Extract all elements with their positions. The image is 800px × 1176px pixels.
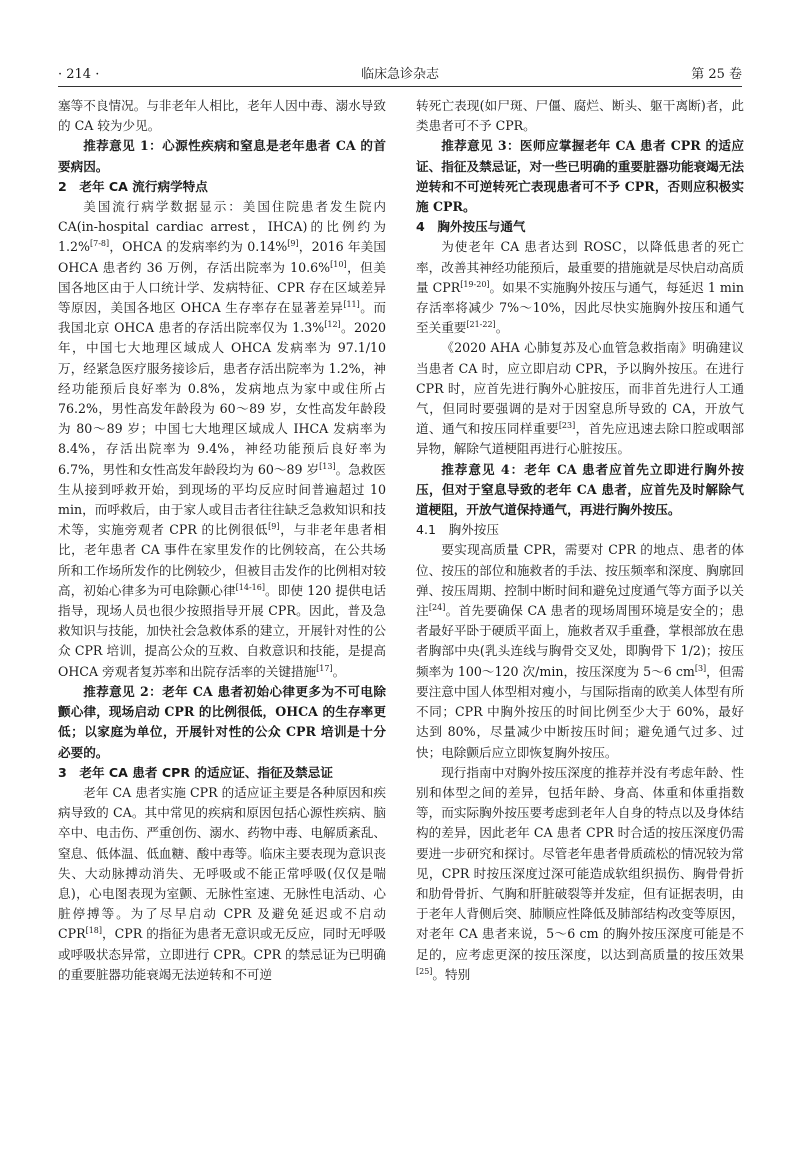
volume-label: 第 25 卷	[691, 67, 742, 82]
page-number: · 214 ·	[58, 67, 100, 82]
subsection-heading-4-1: 4.1 胸外按压	[416, 522, 499, 538]
left-column	[58, 96, 386, 985]
recommendation-3: 推荐意见 3：医师应掌握老年 CA 患者 CPR 的适应证、指征及禁忌证，对一些已明确的重要脏器功能衰竭无法逆转和不可逆转死亡表现患者可不予 CPR，否则应积极实施 CPR。	[416, 138, 744, 215]
paragraph-continuation: 塞等不良情况。与非老年人相比，老年人因中毒、溺水导致的 CA 较为少见。	[58, 98, 386, 134]
recommendation-1: 推荐意见 1：心源性疾病和窒息是老年患者 CA 的首要病因。	[58, 138, 386, 174]
running-header	[58, 64, 742, 87]
section-heading-3: 3 老年 CA 患者 CPR 的适应证、指征及禁忌证	[58, 764, 333, 780]
paragraph-depth: 现行指南中对胸外按压深度的推荐并没有考虑年龄、性别和体型之间的差异，包括年龄、身高、体重和体重指数等，而实际胸外按压要考虑到老年人自身的特点以及身体结构的差异，因此老年 CA 患者 CPR 时合适的按压深度仍需要进一步研究和探讨。尽管老年患者骨质疏松的情况较为常见，CPR 时按压深度过深可能造成软组织损伤、胸骨骨折和肋骨骨折、气胸和肝脏破裂等并发症，但有证据表明，由于老年人背侧后突、肺顺应性降低及肺部结构改变等原因，对老年 CA 患者来说，5～6 cm 的胸外按压深度可能是不足的，应考虑更深的按压深度，以达到高质量的按压效果[25]。特别	[416, 764, 744, 982]
paragraph-epidemiology: 美国流行病学数据显示：美国住院患者发生院内 CA(in-hospital cardiac arrest，IHCA)的比例约为 1.2%[7-8]，OHCA 的发病率约为 0.14%[9]，2016 年美国 OHCA 患者约 36 万例，存活出院率为 10.6%[10]，但美国各地区由于人口统计学、发病特征、CPR 存在区域差异等原因，美国各地区 OHCA 生存率存在显著差异[11]。而我国北京 OHCA 患者的存活出院率仅为 1.3%[12]。2020 年，中国七大地理区域成人 OHCA 发病率为 97.1/10 万，经紧急医疗服务接诊后，患者存活出院率为 1.2%，神经功能预后良好率为 0.8%，发病地点为家中或住所占 76.2%，男性高发年龄段为 60～89 岁，女性高发年龄段为 80～89 岁；中国七大地理区域成人 IHCA 发病率为 8.4%，存活出院率为 9.4%，神经功能预后良好率为 6.7%，男性和女性高发年龄段均为 60～89 岁[13]。急救医生从接到呼救开始，到现场的平均反应时间普遍超过 10 min，而呼救后，由于家人或目击者往往缺乏急救知识和技术等，实施旁观者 CPR 的比例很低[9]，与非老年患者相比，老年患者 CA 事件在家里发作的比例较高，在公共场所和工作场所发作的比例较少，但被目击发作的比例相对较高，初始心律多为可电除颤心律[14-16]。即使 120 提供电话指导，现场人员也很少按照指导开展 CPR。因此，普及急救知识与技能，加快社会急救体系的建立，开展针对性的公众 CPR 培训，提高公众的互救、自救意识和技能，是提高 OHCA 旁观者复苏率和出院存活率的关键措施[17]。	[58, 199, 387, 679]
paragraph-continuation: 转死亡表现(如尸斑、尸僵、腐烂、断头、躯干离断)者，此类患者可不予 CPR。	[416, 98, 744, 134]
paragraph-compression: 要实现高质量 CPR，需要对 CPR 的地点、患者的体位、按压的部位和施救者的手法、按压频率和深度、胸廓回弹、按压周期、控制中断时间和避免过度通气等方面予以关注[24]。首先要确保 CA 患者的现场周围环境是安全的；患者最好平卧于硬质平面上，施救者双手重叠，掌根部放在患者胸部中央(乳头连线与胸骨交叉处，即胸骨下 1/2)；按压频率为 100～120 次/min，按压深度为 5～6 cm[3]，但需要注意中国人体型相对瘦小，与国际指南的欧美人体型有所不同；CPR 中胸外按压的时间比例至少大于 60%，最好达到 80%，尽量减少中断按压时间；避免通气过多、过快；电除颤后应立即恢复胸外按压。	[416, 542, 744, 760]
recommendation-2: 推荐意见 2：老年 CA 患者初始心律更多为不可电除颤心律，现场启动 CPR 的比例很低，OHCA 的生存率更低；以家庭为单位，开展针对性的公众 CPR 培训是十分必要的。	[58, 683, 386, 760]
recommendation-4: 推荐意见 4：老年 CA 患者应首先立即进行胸外按压，但对于窒息导致的老年 CA 患者，应首先及时解除气道梗阻，开放气道保持通气，再进行胸外按压。	[416, 461, 744, 518]
paragraph-rosc: 为使老年 CA 患者达到 ROSC，以降低患者的死亡率，改善其神经功能预后，最重要的措施就是尽快启动高质量 CPR[19-20]。如果不实施胸外按压与通气，每延迟 1 min 存活率将减少 7%～10%，因此尽快实施胸外按压和通气至关重要[21-22]。	[416, 239, 744, 336]
journal-name: 临床急诊杂志	[360, 67, 439, 82]
paragraph-indications: 老年 CA 患者实施 CPR 的适应证主要是各种原因和疾病导致的 CA。其中常见的疾病和原因包括心源性疾病、脑卒中、电击伤、严重创伤、溺水、药物中毒、电解质紊乱、窒息、低体温、低血糖、酸中毒等。临床主要表现为意识丧失、大动脉搏动消失、无呼吸或不能正常呼吸(仅仅是喘息)，心电图表现为室颤、无脉性室速、无脉性电活动、心脏停搏等。为了尽早启动 CPR 及避免延迟或不启动 CPR[18]，CPR 的指征为患者无意识或无反应，同时无呼吸或呼吸状态异常，立即进行 CPR。CPR 的禁忌证为已明确的重要脏器功能衰竭无法逆转和不可逆	[58, 784, 386, 982]
right-column	[416, 96, 744, 985]
paragraph-guideline: 《2020 AHA 心肺复苏及心血管急救指南》明确建议当患者 CA 时，应立即启动 CPR，予以胸外按压。在进行 CPR 时，应首先进行胸外心脏按压，而非首先进行人工通气，但同时要强调的是对于因窒息所导致的 CA，开放气道、通气和按压同样重要[23]，首先应迅速去除口腔或咽部异物，解除气道梗阻再进行心脏按压。	[416, 340, 745, 457]
section-heading-2: 2 老年 CA 流行病学特点	[58, 178, 208, 194]
section-heading-4: 4 胸外按压与通气	[416, 219, 526, 235]
